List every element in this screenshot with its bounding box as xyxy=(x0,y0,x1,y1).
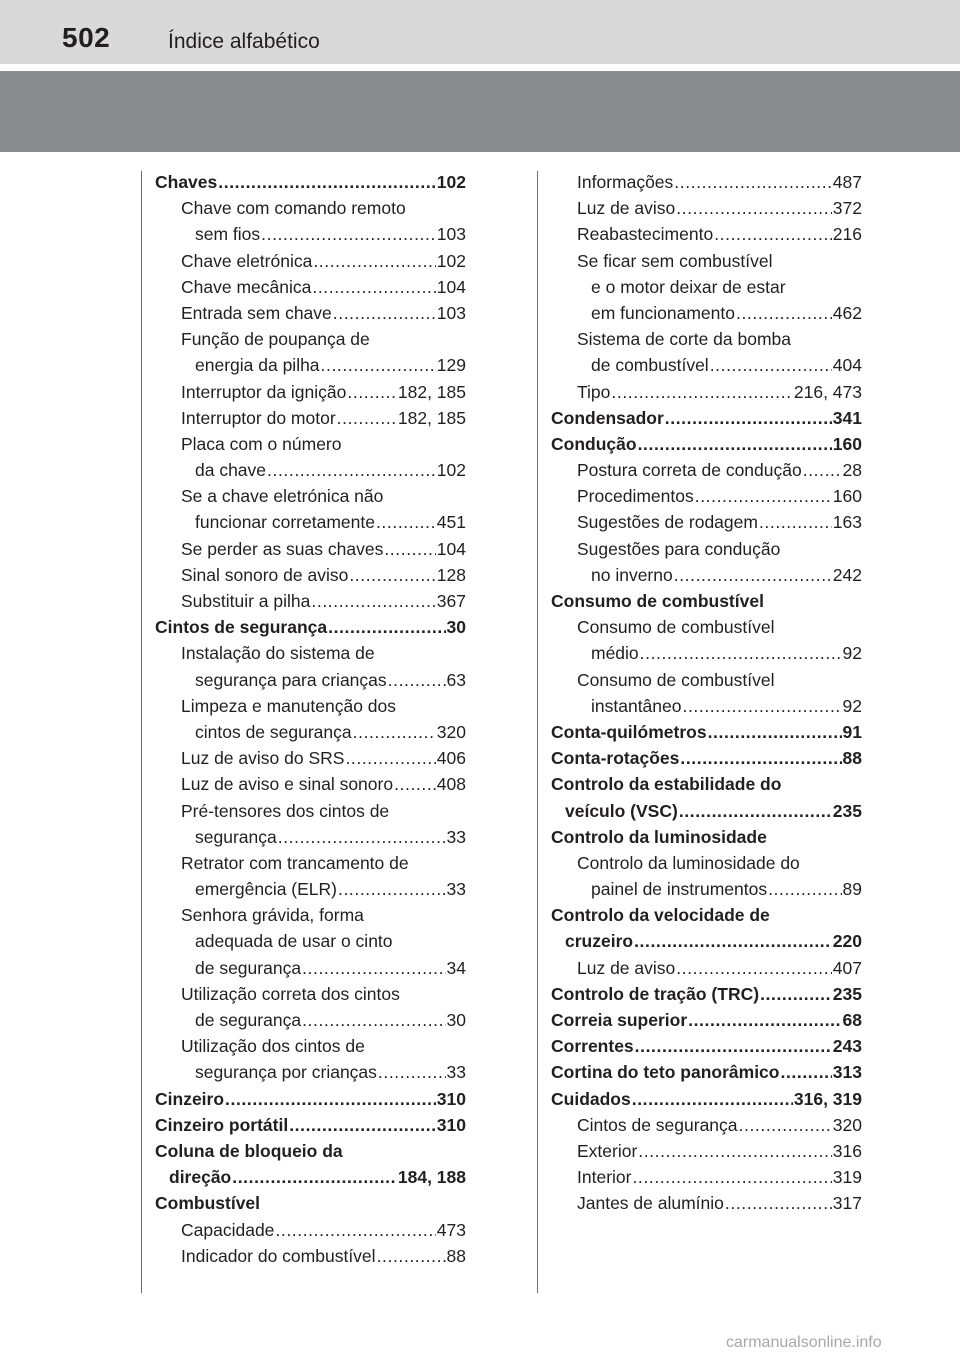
dot-leader xyxy=(321,352,436,378)
dot-leader xyxy=(311,588,435,614)
entry-text: Limpeza e manutenção dos xyxy=(181,695,396,716)
entry-text: Senhora grávida, forma xyxy=(181,905,364,926)
entry-text: emergência (ELR) xyxy=(195,879,337,900)
entry-text: Capacidade xyxy=(181,1219,275,1240)
entry-text: Correia superior xyxy=(551,1010,688,1030)
entry-page-number[interactable]: 68 xyxy=(842,1010,862,1030)
entry-page-number[interactable]: 92 xyxy=(842,695,862,716)
entry-text: direção xyxy=(169,1167,232,1188)
entry-text: Condensador xyxy=(551,407,664,428)
entry-text: Sistema de corte da bomba xyxy=(577,329,792,350)
dot-leader xyxy=(267,457,436,483)
entry-text: Procedimentos xyxy=(577,486,694,507)
entry-text: Sugestões de rodagem xyxy=(577,512,758,533)
entry-page-number[interactable]: 89 xyxy=(842,879,862,900)
entry-page-number[interactable]: 310 xyxy=(436,1088,466,1109)
entry-page-number[interactable]: 129 xyxy=(436,355,466,376)
entry-text: de segurança xyxy=(195,957,302,978)
dot-leader xyxy=(640,640,842,666)
index-column-left xyxy=(155,169,466,1269)
dot-leader xyxy=(218,169,436,195)
dot-leader xyxy=(376,509,436,535)
entry-text: Utilização correta dos cintos xyxy=(181,983,400,1004)
dot-leader xyxy=(708,719,842,745)
entry-text: Luz de aviso xyxy=(577,957,676,978)
dot-leader xyxy=(302,1007,445,1033)
index-entry-sub xyxy=(155,798,466,824)
index-entry-sub xyxy=(155,588,466,614)
dot-leader xyxy=(676,195,832,221)
entry-text: Luz de aviso do SRS xyxy=(181,748,345,769)
entry-text: Utilização dos cintos de xyxy=(181,1036,365,1057)
index-entry-main xyxy=(155,1086,466,1112)
index-entry-sub xyxy=(155,379,466,405)
dot-leader xyxy=(680,745,841,771)
entry-text: Luz de aviso xyxy=(577,198,676,219)
entry-text: Controlo da luminosidade xyxy=(551,826,767,847)
entry-page-number[interactable]: 320 xyxy=(436,721,466,742)
index-entry-main xyxy=(155,169,466,195)
entry-page-number[interactable]: 30 xyxy=(446,617,466,638)
entry-page-number[interactable]: 404 xyxy=(832,355,862,376)
entry-page-number[interactable]: 220 xyxy=(832,931,862,952)
entry-text: segurança por crianças xyxy=(195,1062,377,1083)
index-entry-sub xyxy=(551,955,862,981)
entry-text: Correntes xyxy=(551,1036,634,1057)
entry-text: Chaves xyxy=(155,172,218,192)
dot-leader xyxy=(710,352,832,378)
watermark: carmanualsonline.info xyxy=(726,1334,882,1351)
index-entry-main xyxy=(551,1059,862,1085)
entry-text: Retrator com trancamento de xyxy=(181,852,409,873)
index-entry-sub xyxy=(155,693,466,719)
entry-page-number[interactable]: 319 xyxy=(832,1167,862,1188)
index-entry-sub xyxy=(155,876,466,902)
index-entry-sub xyxy=(551,536,862,562)
index-entry-sub xyxy=(551,562,862,588)
entry-page-number[interactable]: 216, 473 xyxy=(793,381,862,402)
entry-text: Jantes de alumínio xyxy=(577,1193,724,1214)
index-entry-sub xyxy=(551,457,862,483)
entry-page-number[interactable]: 487 xyxy=(832,172,862,192)
index-entry-sub xyxy=(551,483,862,509)
entry-page-number[interactable]: 33 xyxy=(446,1062,466,1083)
entry-text: Controlo da luminosidade do xyxy=(577,852,800,873)
entry-page-number[interactable]: 30 xyxy=(446,1010,466,1030)
entry-text: veículo (VSC) xyxy=(565,800,678,821)
index-entry-sub xyxy=(551,1164,862,1190)
entry-text: cruzeiro xyxy=(565,931,634,952)
index-entry-sub xyxy=(155,509,466,535)
dot-leader xyxy=(683,693,842,719)
entry-text: Interruptor do motor xyxy=(181,407,336,428)
entry-text: Controlo de tração (TRC) xyxy=(551,983,760,1004)
index-entry-sub xyxy=(155,955,466,981)
entry-page-number[interactable]: 242 xyxy=(832,564,862,585)
dot-leader xyxy=(384,536,435,562)
column-rule-middle xyxy=(537,171,538,1293)
index-entry-sub xyxy=(551,169,862,195)
dot-leader xyxy=(232,1164,397,1190)
entry-text: Tipo xyxy=(577,381,611,402)
entry-text: Condução xyxy=(551,433,637,454)
dot-leader xyxy=(632,1164,831,1190)
entry-page-number[interactable]: 88 xyxy=(842,748,862,769)
index-entry-sub xyxy=(155,300,466,326)
header-band xyxy=(0,71,960,152)
entry-page-number[interactable]: 88 xyxy=(446,1245,466,1266)
dot-leader xyxy=(736,300,832,326)
index-entry-sub xyxy=(155,1007,466,1033)
entry-text: Controlo da velocidade de xyxy=(551,905,770,926)
index-entry-sub xyxy=(551,1112,862,1138)
entry-page-number[interactable]: 317 xyxy=(832,1193,862,1214)
dot-leader xyxy=(337,405,397,431)
entry-text: energia da pilha xyxy=(195,355,320,376)
entry-page-number[interactable]: 235 xyxy=(832,983,862,1004)
index-entry-sub xyxy=(155,562,466,588)
index-entry-sub xyxy=(155,352,466,378)
index-entry-main xyxy=(551,1007,862,1033)
index-entry-sub xyxy=(551,693,862,719)
entry-page-number[interactable]: 102 xyxy=(436,250,466,271)
entry-text: Luz de aviso e sinal sonoro xyxy=(181,774,394,795)
entry-text: Coluna de bloqueio da xyxy=(155,1140,343,1161)
entry-page-number[interactable]: 320 xyxy=(832,1114,862,1135)
dot-leader xyxy=(634,928,832,954)
index-entry-main xyxy=(155,1190,466,1216)
section-title: Índice alfabético xyxy=(168,30,320,53)
dot-leader xyxy=(676,955,832,981)
entry-text: Conta-quilómetros xyxy=(551,721,707,742)
index-entry-sub xyxy=(155,850,466,876)
entry-text: Conta-rotações xyxy=(551,748,680,769)
entry-text: em funcionamento xyxy=(591,302,735,323)
index-entry-sub xyxy=(155,195,466,221)
page-header xyxy=(0,0,960,64)
dot-leader xyxy=(679,798,832,824)
index-entry-sub xyxy=(155,902,466,928)
entry-text: Sinal sonoro de aviso xyxy=(181,564,349,585)
index-column-right xyxy=(551,169,862,1217)
entry-text: Entrada sem chave xyxy=(181,302,332,323)
entry-page-number[interactable]: 473 xyxy=(436,1219,466,1240)
entry-text: Consumo de combustível xyxy=(577,669,775,690)
entry-text: funcionar corretamente xyxy=(195,512,375,533)
index-entry-sub xyxy=(155,981,466,1007)
dot-leader xyxy=(714,221,832,247)
dot-leader xyxy=(695,483,832,509)
dot-leader xyxy=(632,1086,793,1112)
entry-text: Indicador do combustível xyxy=(181,1245,376,1266)
entry-text: Instalação do sistema de xyxy=(181,643,375,664)
index-entry-sub xyxy=(551,379,862,405)
dot-leader xyxy=(759,509,832,535)
entry-page-number[interactable]: 28 xyxy=(842,460,862,481)
dot-leader xyxy=(378,1059,446,1085)
index-entry-sub xyxy=(155,1059,466,1085)
entry-text: médio xyxy=(591,643,639,664)
index-entry-main xyxy=(551,771,862,797)
index-entry-main xyxy=(551,431,862,457)
entry-page-number[interactable]: 184, 188 xyxy=(397,1167,466,1188)
entry-page-number[interactable]: 102 xyxy=(436,172,466,192)
entry-text: Interior xyxy=(577,1167,632,1188)
entry-page-number[interactable]: 462 xyxy=(832,302,862,323)
dot-leader xyxy=(377,1243,446,1269)
header-gap xyxy=(0,64,960,71)
index-entry-main xyxy=(551,719,862,745)
dot-leader xyxy=(328,614,445,640)
dot-leader xyxy=(347,379,396,405)
index-entry-sub xyxy=(551,614,862,640)
entry-text: Cintos de segurança xyxy=(155,617,328,638)
entry-page-number[interactable]: 182, 185 xyxy=(397,381,466,402)
dot-leader xyxy=(275,1217,435,1243)
dot-leader xyxy=(638,1138,832,1164)
index-entry-sub xyxy=(155,1243,466,1269)
entry-text: Substituir a pilha xyxy=(181,591,311,611)
column-rule-left xyxy=(141,171,142,1293)
index-entry-main xyxy=(551,405,862,431)
index-entry-sub xyxy=(155,431,466,457)
dot-leader xyxy=(312,274,435,300)
entry-page-number[interactable]: 92 xyxy=(842,643,862,664)
entry-page-number[interactable]: 34 xyxy=(446,957,466,978)
entry-page-number[interactable]: 372 xyxy=(832,198,862,219)
dot-leader xyxy=(333,300,436,326)
entry-page-number[interactable]: 33 xyxy=(446,879,466,900)
entry-text: Função de poupança de xyxy=(181,329,370,350)
entry-text: Se a chave eletrónica não xyxy=(181,486,384,507)
entry-text: Chave eletrónica xyxy=(181,250,313,271)
entry-text: Placa com o número xyxy=(181,433,342,454)
index-entry-main xyxy=(551,902,862,928)
index-entry-main xyxy=(551,824,862,850)
index-entry-sub xyxy=(551,1138,862,1164)
index-entry-sub xyxy=(155,326,466,352)
entry-page-number[interactable]: 216 xyxy=(832,224,862,245)
entry-text: segurança para crianças xyxy=(195,669,387,690)
dot-leader xyxy=(278,824,446,850)
index-entry-sub xyxy=(155,640,466,666)
dot-leader xyxy=(261,221,436,247)
index-entry-main xyxy=(551,981,862,1007)
index-entry-sub xyxy=(155,667,466,693)
entry-page-number[interactable]: 104 xyxy=(436,538,466,559)
index-entry-sub xyxy=(551,326,862,352)
index-entry-main xyxy=(155,614,466,640)
dot-leader xyxy=(780,1059,831,1085)
entry-page-number[interactable]: 103 xyxy=(436,224,466,245)
entry-page-number[interactable]: 313 xyxy=(832,1062,862,1083)
entry-text: sem fios xyxy=(195,224,261,245)
index-entry-main xyxy=(155,1138,466,1164)
index-entry-sub xyxy=(155,405,466,431)
entry-text: Se ficar sem combustível xyxy=(577,250,773,271)
index-entry-sub xyxy=(551,509,862,535)
index-entry-sub xyxy=(155,248,466,274)
dot-leader xyxy=(688,1007,841,1033)
entry-text: Combustível xyxy=(155,1193,261,1214)
index-entry-main xyxy=(551,798,862,824)
index-entry-sub xyxy=(155,274,466,300)
entry-page-number[interactable]: 102 xyxy=(436,460,466,481)
index-entry-sub xyxy=(155,745,466,771)
entry-text: Chave mecânica xyxy=(181,276,312,297)
entry-text: segurança xyxy=(195,826,277,847)
dot-leader xyxy=(665,405,832,431)
entry-text: Reabastecimento xyxy=(577,224,714,245)
entry-page-number[interactable]: 367 xyxy=(436,591,466,611)
dot-leader xyxy=(313,248,435,274)
entry-text: Informações xyxy=(577,172,674,192)
index-entry-main xyxy=(551,745,862,771)
entry-text: Cuidados xyxy=(551,1088,631,1109)
entry-text: Consumo de combustível xyxy=(577,617,775,638)
dot-leader xyxy=(725,1190,832,1216)
index-entry-main xyxy=(551,1033,862,1059)
index-entry-sub xyxy=(551,640,862,666)
entry-text: de combustível xyxy=(591,355,709,376)
index-entry-sub xyxy=(155,719,466,745)
dot-leader xyxy=(674,169,832,195)
entry-page-number[interactable]: 91 xyxy=(842,721,862,742)
entry-page-number[interactable]: 163 xyxy=(832,512,862,533)
dot-leader xyxy=(394,771,436,797)
index-entry-sub xyxy=(551,1190,862,1216)
entry-text: adequada de usar o cinto xyxy=(195,931,393,952)
entry-page-number[interactable]: 160 xyxy=(832,486,862,507)
index-entry-sub xyxy=(155,483,466,509)
dot-leader xyxy=(611,379,792,405)
dot-leader xyxy=(345,745,435,771)
entry-text: da chave xyxy=(195,460,267,481)
dot-leader xyxy=(388,667,446,693)
entry-text: no inverno xyxy=(591,564,673,585)
index-entry-main xyxy=(551,1086,862,1112)
dot-leader xyxy=(225,1086,436,1112)
entry-text: Exterior xyxy=(577,1140,638,1161)
entry-text: Consumo de combustível xyxy=(551,591,764,611)
dot-leader xyxy=(739,1112,832,1138)
index-entry-main xyxy=(551,928,862,954)
entry-page-number[interactable]: 128 xyxy=(436,564,466,585)
dot-leader xyxy=(760,981,832,1007)
index-entry-sub xyxy=(551,876,862,902)
entry-text: painel de instrumentos xyxy=(591,879,768,900)
index-entry-sub xyxy=(551,274,862,300)
index-entry-sub xyxy=(551,352,862,378)
entry-text: Postura correta de condução xyxy=(577,460,802,481)
entry-page-number[interactable]: 408 xyxy=(436,774,466,795)
entry-page-number[interactable]: 160 xyxy=(832,433,862,454)
index-entry-main xyxy=(155,1164,466,1190)
entry-text: cintos de segurança xyxy=(195,721,352,742)
entry-page-number[interactable]: 63 xyxy=(446,669,466,690)
index-entry-main xyxy=(551,588,862,614)
entry-page-number[interactable]: 103 xyxy=(436,302,466,323)
index-entry-sub xyxy=(551,300,862,326)
dot-leader xyxy=(349,562,435,588)
dot-leader xyxy=(803,457,842,483)
entry-page-number[interactable]: 407 xyxy=(832,957,862,978)
dot-leader xyxy=(353,719,436,745)
entry-text: Cortina do teto panorâmico xyxy=(551,1062,780,1083)
entry-page-number[interactable]: 235 xyxy=(832,800,862,821)
dot-leader xyxy=(635,1033,832,1059)
entry-page-number[interactable]: 451 xyxy=(436,512,466,533)
index-entry-sub xyxy=(155,221,466,247)
entry-text: de segurança xyxy=(195,1010,302,1030)
entry-text: Cinzeiro xyxy=(155,1088,225,1109)
index-entry-sub xyxy=(155,1217,466,1243)
index-entry-sub xyxy=(551,248,862,274)
entry-text: e o motor deixar de estar xyxy=(591,276,786,297)
index-entry-sub xyxy=(155,771,466,797)
entry-page-number[interactable]: 316 xyxy=(832,1140,862,1161)
entry-text: Controlo da estabilidade do xyxy=(551,774,782,795)
dot-leader xyxy=(768,876,841,902)
entry-text: Se perder as suas chaves xyxy=(181,538,384,559)
entry-text: Cinzeiro portátil xyxy=(155,1114,289,1135)
index-entry-sub xyxy=(551,850,862,876)
entry-text: Pré-tensores dos cintos de xyxy=(181,800,390,821)
dot-leader xyxy=(674,562,832,588)
entry-page-number[interactable]: 104 xyxy=(436,276,466,297)
entry-page-number[interactable]: 341 xyxy=(832,407,862,428)
entry-text: Chave com comando remoto xyxy=(181,198,406,219)
entry-page-number[interactable]: 243 xyxy=(832,1036,862,1057)
entry-page-number[interactable]: 406 xyxy=(436,748,466,769)
entry-page-number[interactable]: 316, 319 xyxy=(793,1088,862,1109)
dot-leader xyxy=(302,955,445,981)
index-entry-sub xyxy=(551,221,862,247)
entry-text: instantâneo xyxy=(591,695,682,716)
entry-page-number[interactable]: 33 xyxy=(446,826,466,847)
entry-text: Interruptor da ignição xyxy=(181,381,347,402)
entry-page-number[interactable]: 182, 185 xyxy=(397,407,466,428)
dot-leader xyxy=(638,431,832,457)
entry-page-number[interactable]: 310 xyxy=(436,1114,466,1135)
index-entry-sub xyxy=(155,1033,466,1059)
entry-text: Cintos de segurança xyxy=(577,1114,738,1135)
index-entry-sub xyxy=(155,457,466,483)
dot-leader xyxy=(338,876,446,902)
index-entry-sub xyxy=(551,667,862,693)
index-entry-sub xyxy=(155,824,466,850)
dot-leader xyxy=(289,1112,436,1138)
index-entry-sub xyxy=(551,195,862,221)
page-number: 502 xyxy=(62,22,111,53)
index-entry-sub xyxy=(155,928,466,954)
index-entry-sub xyxy=(155,536,466,562)
index-entry-main xyxy=(155,1112,466,1138)
entry-text: Sugestões para condução xyxy=(577,538,781,559)
